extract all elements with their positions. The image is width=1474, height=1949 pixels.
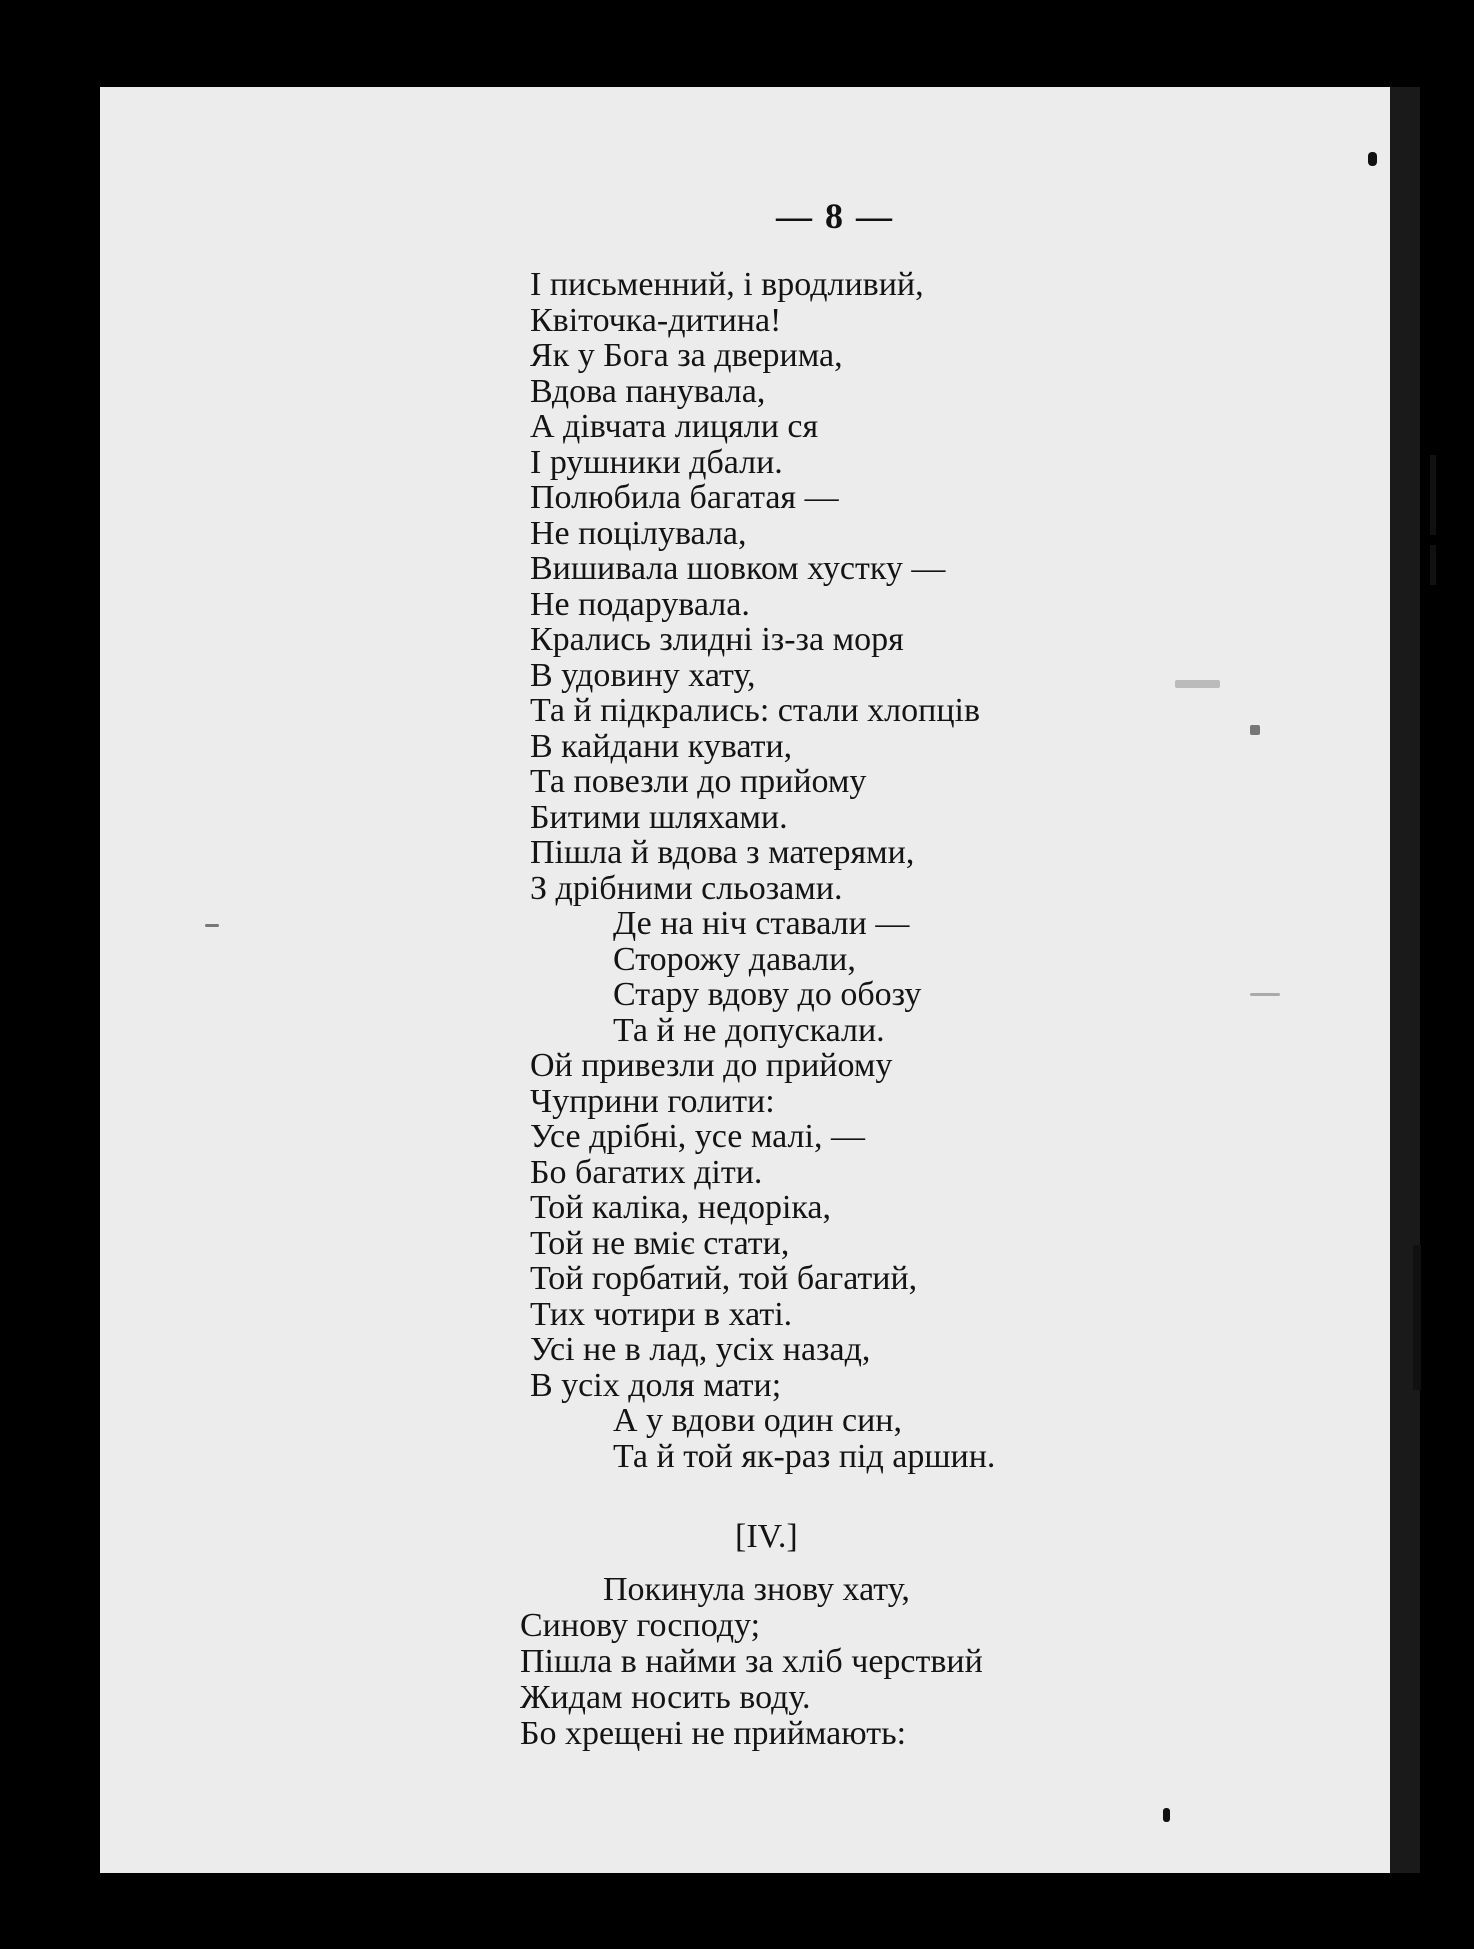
poem-line: В удовину хату,: [530, 656, 756, 694]
poem-line: Квіточка-дитина!: [530, 301, 782, 339]
scan-mark: [1413, 1245, 1421, 1390]
poem-line: А дівчата лицяли ся: [530, 408, 819, 445]
scan-mark: [1430, 455, 1436, 535]
scan-mark: [1163, 1808, 1170, 1822]
poem-line: Жидам носить воду.: [520, 1679, 811, 1716]
poem-line: Битими шляхами.: [530, 798, 788, 836]
poem-line: В усіх доля мати;: [530, 1366, 782, 1404]
poem-line: Покинула знову хату,: [603, 1571, 910, 1608]
poem-line: Тих чотири в хаті.: [530, 1295, 793, 1333]
poem-text-continued: [520, 1572, 1220, 1752]
poem-line: З дрібними сльозами.: [530, 869, 843, 907]
poem-line: Той не вміє стати,: [530, 1224, 790, 1262]
poem-line: Стару вдову до обозу: [613, 976, 922, 1013]
poem-line: Та повезли до прийому: [530, 763, 867, 800]
poem-line: Де на ніч ставали —: [613, 905, 910, 942]
page-number: — 8 —: [776, 196, 894, 236]
poem-line: Той горбатий, той багатий,: [530, 1260, 918, 1297]
poem-line: Вишивала шовком хустку —: [530, 550, 946, 587]
book-spine-edge: [1390, 87, 1420, 1873]
poem-line: Бо багатих діти.: [530, 1153, 763, 1191]
poem-line: Ой привезли до прийому: [530, 1047, 893, 1084]
poem-line: Крались злидні із-за моря: [530, 621, 904, 658]
poem-line: Не подарувала.: [530, 585, 750, 623]
poem-line: І рушники дбали.: [530, 443, 783, 481]
poem-line: Чуприни голити:: [530, 1082, 775, 1120]
scan-speck: [1175, 680, 1220, 688]
scan-speck: [1250, 993, 1280, 996]
poem-line: Та й підкрались: стали хлопців: [530, 692, 981, 729]
poem-line: Пішла й вдова з матерями,: [530, 834, 915, 871]
poem-line: Бо хрещені не приймають:: [520, 1715, 907, 1752]
scan-mark: [1368, 152, 1377, 166]
poem-line: Як у Бога за дверима,: [530, 337, 843, 374]
poem-line: Усі не в лад, усіх назад,: [530, 1331, 871, 1368]
poem-line: Та й той як-раз під аршин.: [613, 1437, 996, 1475]
section-heading: [IV.]: [735, 1518, 798, 1555]
scan-speck: [1250, 725, 1260, 735]
poem-line: Пішла в найми за хліб черствий: [520, 1643, 983, 1680]
poem-line: Та й не допускали.: [613, 1011, 885, 1049]
poem-line: Не поцілувала,: [530, 514, 747, 552]
poem-text: [530, 267, 1230, 1474]
poem-line: В кайдани кувати,: [530, 727, 793, 765]
poem-line: Той каліка, недоріка,: [530, 1189, 831, 1226]
poem-line: Вдова панувала,: [530, 372, 766, 410]
scan-mark: [1430, 545, 1436, 585]
poem-line: Синову господу;: [520, 1607, 761, 1644]
poem-line: А у вдови один син,: [613, 1402, 902, 1439]
poem-line: Сторожу давали,: [613, 940, 856, 978]
poem-line: І письменний, і вродливий,: [530, 266, 924, 303]
scan-speck: [205, 924, 219, 927]
poem-line: Полюбила багатая —: [530, 479, 839, 516]
poem-line: Усе дрібні, усе малі, —: [530, 1118, 865, 1155]
